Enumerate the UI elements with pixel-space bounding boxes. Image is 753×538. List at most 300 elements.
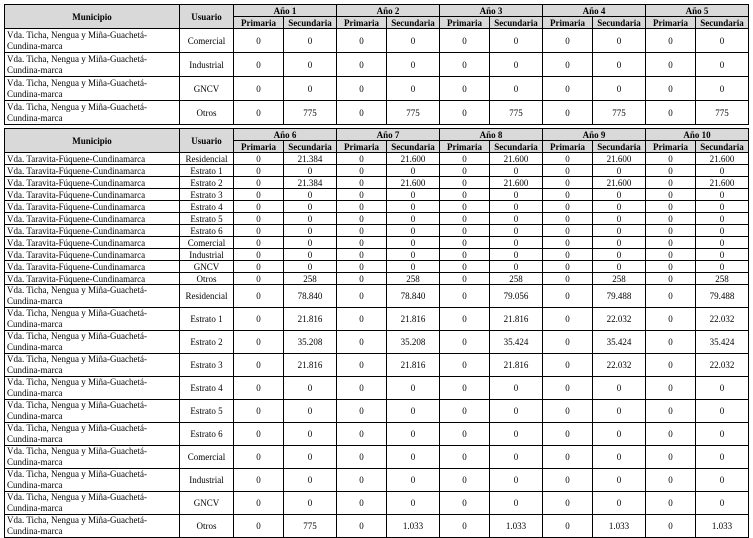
cell-primaria: 0 <box>337 165 387 177</box>
cell-secundaria: 0 <box>284 77 337 101</box>
cell-secundaria: 0 <box>696 249 749 261</box>
cell-secundaria: 0 <box>284 377 337 400</box>
cell-primaria: 0 <box>440 101 490 125</box>
table-row <box>5 400 749 423</box>
cell-primaria: 0 <box>337 308 387 331</box>
cell-primaria: 0 <box>337 492 387 515</box>
table-years-1-5 <box>4 4 749 125</box>
cell-primaria: 0 <box>440 153 490 165</box>
cell-secundaria: 0 <box>593 225 646 237</box>
cell-municipio: Vda. Taravita-Fúquene-Cundinamarca <box>5 153 180 165</box>
cell-secundaria: 0 <box>284 469 337 492</box>
cell-secundaria: 0 <box>490 29 543 53</box>
table-row <box>5 492 749 515</box>
cell-primaria: 0 <box>543 29 593 53</box>
cell-primaria: 0 <box>440 400 490 423</box>
cell-secundaria: 21.600 <box>593 177 646 189</box>
cell-secundaria: 0 <box>696 189 749 201</box>
cell-primaria: 0 <box>543 308 593 331</box>
cell-municipio: Vda. Taravita-Fúquene-Cundinamarca <box>5 261 180 273</box>
cell-primaria: 0 <box>543 285 593 308</box>
cell-primaria: 0 <box>234 354 284 377</box>
cell-secundaria: 35.208 <box>284 331 337 354</box>
cell-usuario: Estrato 1 <box>180 165 234 177</box>
cell-primaria: 0 <box>337 213 387 225</box>
table-row <box>5 77 749 101</box>
table-row <box>5 249 749 261</box>
table-row <box>5 515 749 538</box>
cell-usuario: Otros <box>180 101 234 125</box>
header-primaria: Primaria <box>646 141 696 153</box>
cell-secundaria: 0 <box>696 423 749 446</box>
cell-usuario: Industrial <box>180 249 234 261</box>
cell-secundaria: 0 <box>490 77 543 101</box>
cell-secundaria: 22.032 <box>696 308 749 331</box>
cell-usuario: Estrato 1 <box>180 308 234 331</box>
cell-primaria: 0 <box>440 165 490 177</box>
cell-municipio: Vda. Ticha, Nengua y Miña-Guachetá-Cundina-marca <box>5 469 180 492</box>
cell-primaria: 0 <box>646 354 696 377</box>
cell-secundaria: 35.424 <box>696 331 749 354</box>
cell-secundaria: 0 <box>696 77 749 101</box>
cell-secundaria: 258 <box>284 273 337 285</box>
cell-secundaria: 0 <box>490 492 543 515</box>
cell-primaria: 0 <box>440 469 490 492</box>
cell-primaria: 0 <box>337 377 387 400</box>
cell-primaria: 0 <box>543 515 593 538</box>
cell-primaria: 0 <box>543 101 593 125</box>
cell-secundaria: 21.600 <box>696 153 749 165</box>
cell-municipio: Vda. Ticha, Nengua y Miña-Guachetá-Cundina-marca <box>5 400 180 423</box>
cell-primaria: 0 <box>440 201 490 213</box>
cell-secundaria: 79.056 <box>490 285 543 308</box>
cell-secundaria: 1.033 <box>387 515 440 538</box>
cell-primaria: 0 <box>234 469 284 492</box>
cell-municipio: Vda. Ticha, Nengua y Miña-Guachetá-Cundina-marca <box>5 515 180 538</box>
header-year: Año 1 <box>234 5 337 17</box>
cell-municipio: Vda. Ticha, Nengua y Miña-Guachetá-Cundina-marca <box>5 446 180 469</box>
header-usuario: Usuario <box>180 5 234 29</box>
cell-secundaria: 0 <box>593 77 646 101</box>
table-years-6-10 <box>4 128 749 538</box>
cell-primaria: 0 <box>337 331 387 354</box>
cell-municipio: Vda. Taravita-Fúquene-Cundinamarca <box>5 237 180 249</box>
table-row <box>5 377 749 400</box>
cell-secundaria: 0 <box>387 377 440 400</box>
cell-primaria: 0 <box>337 29 387 53</box>
cell-primaria: 0 <box>234 201 284 213</box>
cell-primaria: 0 <box>543 201 593 213</box>
table-row <box>5 177 749 189</box>
cell-primaria: 0 <box>337 423 387 446</box>
header-year: Año 4 <box>543 5 646 17</box>
cell-primaria: 0 <box>646 29 696 53</box>
cell-secundaria: 0 <box>387 29 440 53</box>
cell-secundaria: 1.033 <box>490 515 543 538</box>
cell-primaria: 0 <box>543 77 593 101</box>
cell-secundaria: 0 <box>284 400 337 423</box>
cell-primaria: 0 <box>234 189 284 201</box>
cell-secundaria: 78.840 <box>387 285 440 308</box>
cell-secundaria: 0 <box>284 213 337 225</box>
cell-secundaria: 775 <box>593 101 646 125</box>
cell-primaria: 0 <box>440 77 490 101</box>
header-row-years <box>5 129 749 141</box>
cell-primaria: 0 <box>646 165 696 177</box>
cell-primaria: 0 <box>543 331 593 354</box>
cell-secundaria: 0 <box>593 189 646 201</box>
cell-primaria: 0 <box>234 29 284 53</box>
cell-secundaria: 0 <box>490 423 543 446</box>
cell-secundaria: 21.384 <box>284 177 337 189</box>
table-row <box>5 189 749 201</box>
cell-primaria: 0 <box>543 165 593 177</box>
cell-primaria: 0 <box>234 261 284 273</box>
cell-secundaria: 0 <box>387 446 440 469</box>
cell-secundaria: 775 <box>284 101 337 125</box>
cell-secundaria: 21.600 <box>387 177 440 189</box>
cell-primaria: 0 <box>646 377 696 400</box>
cell-municipio: Vda. Ticha, Nengua y Miña-Guachetá-Cundina-marca <box>5 331 180 354</box>
cell-secundaria: 21.816 <box>387 308 440 331</box>
cell-usuario: Comercial <box>180 446 234 469</box>
cell-usuario: Estrato 3 <box>180 189 234 201</box>
cell-secundaria: 0 <box>593 400 646 423</box>
cell-secundaria: 21.600 <box>490 153 543 165</box>
cell-primaria: 0 <box>337 249 387 261</box>
cell-secundaria: 0 <box>593 249 646 261</box>
cell-usuario: Estrato 5 <box>180 213 234 225</box>
cell-primaria: 0 <box>337 77 387 101</box>
cell-secundaria: 78.840 <box>284 285 337 308</box>
cell-secundaria: 775 <box>490 101 543 125</box>
cell-primaria: 0 <box>337 189 387 201</box>
header-year: Año 5 <box>646 5 749 17</box>
cell-secundaria: 775 <box>387 101 440 125</box>
cell-secundaria: 0 <box>387 492 440 515</box>
cell-usuario: Residencial <box>180 285 234 308</box>
cell-secundaria: 0 <box>490 377 543 400</box>
cell-secundaria: 21.600 <box>387 153 440 165</box>
cell-secundaria: 0 <box>284 249 337 261</box>
cell-primaria: 0 <box>646 249 696 261</box>
cell-secundaria: 0 <box>696 446 749 469</box>
cell-secundaria: 0 <box>696 29 749 53</box>
table-row <box>5 153 749 165</box>
cell-secundaria: 0 <box>490 213 543 225</box>
table-row <box>5 446 749 469</box>
cell-primaria: 0 <box>543 225 593 237</box>
cell-usuario: Estrato 6 <box>180 423 234 446</box>
header-secundaria: Secundaria <box>284 141 337 153</box>
table-row <box>5 225 749 237</box>
cell-secundaria: 0 <box>490 225 543 237</box>
cell-secundaria: 0 <box>696 165 749 177</box>
cell-secundaria: 22.032 <box>593 354 646 377</box>
cell-secundaria: 0 <box>593 213 646 225</box>
cell-municipio: Vda. Ticha, Nengua y Miña-Guachetá-Cundina-marca <box>5 308 180 331</box>
cell-secundaria: 0 <box>593 261 646 273</box>
cell-primaria: 0 <box>543 261 593 273</box>
cell-primaria: 0 <box>440 423 490 446</box>
table-row <box>5 423 749 446</box>
table-row <box>5 331 749 354</box>
cell-secundaria: 0 <box>696 400 749 423</box>
header-secundaria: Secundaria <box>696 17 749 29</box>
cell-municipio: Vda. Taravita-Fúquene-Cundinamarca <box>5 249 180 261</box>
cell-primaria: 0 <box>440 189 490 201</box>
cell-primaria: 0 <box>646 469 696 492</box>
header-row-years <box>5 5 749 17</box>
cell-primaria: 0 <box>440 53 490 77</box>
cell-primaria: 0 <box>440 237 490 249</box>
cell-primaria: 0 <box>440 377 490 400</box>
cell-primaria: 0 <box>440 273 490 285</box>
cell-secundaria: 0 <box>593 377 646 400</box>
table-row <box>5 201 749 213</box>
cell-usuario: Estrato 4 <box>180 201 234 213</box>
cell-primaria: 0 <box>646 331 696 354</box>
cell-primaria: 0 <box>234 273 284 285</box>
cell-primaria: 0 <box>646 101 696 125</box>
cell-primaria: 0 <box>646 77 696 101</box>
cell-primaria: 0 <box>646 308 696 331</box>
cell-secundaria: 0 <box>696 53 749 77</box>
cell-primaria: 0 <box>646 189 696 201</box>
cell-usuario: Estrato 5 <box>180 400 234 423</box>
header-primaria: Primaria <box>337 17 387 29</box>
header-municipio: Municipio <box>5 129 180 153</box>
cell-usuario: Industrial <box>180 469 234 492</box>
cell-primaria: 0 <box>234 237 284 249</box>
cell-secundaria: 21.816 <box>284 308 337 331</box>
table-row <box>5 165 749 177</box>
cell-primaria: 0 <box>234 423 284 446</box>
cell-secundaria: 775 <box>696 101 749 125</box>
cell-secundaria: 0 <box>284 165 337 177</box>
table-row <box>5 237 749 249</box>
cell-primaria: 0 <box>234 285 284 308</box>
cell-primaria: 0 <box>337 285 387 308</box>
cell-secundaria: 0 <box>593 423 646 446</box>
header-primaria: Primaria <box>543 17 593 29</box>
header-year: Año 8 <box>440 129 543 141</box>
cell-primaria: 0 <box>440 249 490 261</box>
cell-primaria: 0 <box>234 213 284 225</box>
cell-primaria: 0 <box>234 165 284 177</box>
header-year: Año 10 <box>646 129 749 141</box>
cell-secundaria: 35.424 <box>490 331 543 354</box>
cell-primaria: 0 <box>646 446 696 469</box>
cell-municipio: Vda. Taravita-Fúquene-Cundinamarca <box>5 177 180 189</box>
cell-secundaria: 0 <box>387 469 440 492</box>
cell-secundaria: 0 <box>387 225 440 237</box>
cell-secundaria: 0 <box>284 53 337 77</box>
cell-primaria: 0 <box>440 331 490 354</box>
cell-primaria: 0 <box>543 237 593 249</box>
cell-primaria: 0 <box>234 308 284 331</box>
cell-primaria: 0 <box>234 153 284 165</box>
table-row <box>5 273 749 285</box>
cell-municipio: Vda. Ticha, Nengua y Miña-Guachetá-Cundina-marca <box>5 29 180 53</box>
cell-primaria: 0 <box>646 400 696 423</box>
table-row <box>5 101 749 125</box>
cell-secundaria: 21.816 <box>490 308 543 331</box>
cell-primaria: 0 <box>646 153 696 165</box>
cell-municipio: Vda. Taravita-Fúquene-Cundinamarca <box>5 201 180 213</box>
cell-usuario: Residencial <box>180 153 234 165</box>
cell-usuario: GNCV <box>180 261 234 273</box>
cell-secundaria: 0 <box>696 492 749 515</box>
cell-secundaria: 0 <box>696 261 749 273</box>
cell-usuario: Comercial <box>180 237 234 249</box>
cell-primaria: 0 <box>646 53 696 77</box>
cell-primaria: 0 <box>440 29 490 53</box>
cell-secundaria: 0 <box>284 201 337 213</box>
cell-municipio: Vda. Ticha, Nengua y Miña-Guachetá-Cundina-marca <box>5 423 180 446</box>
header-year: Año 7 <box>337 129 440 141</box>
cell-secundaria: 258 <box>593 273 646 285</box>
cell-primaria: 0 <box>234 515 284 538</box>
cell-usuario: Estrato 4 <box>180 377 234 400</box>
cell-secundaria: 35.208 <box>387 331 440 354</box>
cell-secundaria: 0 <box>284 423 337 446</box>
header-secundaria: Secundaria <box>284 17 337 29</box>
cell-secundaria: 0 <box>284 237 337 249</box>
header-primaria: Primaria <box>440 17 490 29</box>
header-secundaria: Secundaria <box>387 141 440 153</box>
cell-secundaria: 0 <box>387 165 440 177</box>
cell-secundaria: 0 <box>696 201 749 213</box>
header-year: Año 2 <box>337 5 440 17</box>
cell-primaria: 0 <box>234 177 284 189</box>
cell-usuario: Otros <box>180 515 234 538</box>
cell-primaria: 0 <box>234 77 284 101</box>
cell-secundaria: 0 <box>593 201 646 213</box>
cell-usuario: Estrato 2 <box>180 177 234 189</box>
cell-primaria: 0 <box>646 273 696 285</box>
header-primaria: Primaria <box>440 141 490 153</box>
cell-primaria: 0 <box>543 153 593 165</box>
cell-secundaria: 258 <box>490 273 543 285</box>
header-primaria: Primaria <box>234 17 284 29</box>
cell-municipio: Vda. Taravita-Fúquene-Cundinamarca <box>5 189 180 201</box>
cell-secundaria: 0 <box>387 77 440 101</box>
cell-secundaria: 0 <box>490 249 543 261</box>
cell-secundaria: 0 <box>490 189 543 201</box>
cell-secundaria: 0 <box>696 377 749 400</box>
cell-primaria: 0 <box>646 225 696 237</box>
cell-secundaria: 0 <box>696 469 749 492</box>
cell-secundaria: 0 <box>490 237 543 249</box>
cell-primaria: 0 <box>234 446 284 469</box>
cell-primaria: 0 <box>543 249 593 261</box>
header-secundaria: Secundaria <box>696 141 749 153</box>
cell-secundaria: 0 <box>593 446 646 469</box>
cell-primaria: 0 <box>440 285 490 308</box>
cell-secundaria: 79.488 <box>696 285 749 308</box>
cell-secundaria: 0 <box>284 446 337 469</box>
cell-secundaria: 21.816 <box>490 354 543 377</box>
cell-primaria: 0 <box>234 225 284 237</box>
cell-primaria: 0 <box>337 261 387 273</box>
cell-usuario: GNCV <box>180 492 234 515</box>
cell-secundaria: 0 <box>387 189 440 201</box>
cell-primaria: 0 <box>337 469 387 492</box>
cell-primaria: 0 <box>337 354 387 377</box>
cell-secundaria: 0 <box>490 165 543 177</box>
cell-secundaria: 0 <box>593 53 646 77</box>
cell-usuario: Industrial <box>180 53 234 77</box>
cell-primaria: 0 <box>440 225 490 237</box>
cell-secundaria: 0 <box>284 189 337 201</box>
cell-secundaria: 0 <box>387 249 440 261</box>
cell-primaria: 0 <box>337 153 387 165</box>
cell-primaria: 0 <box>646 177 696 189</box>
cell-usuario: Estrato 6 <box>180 225 234 237</box>
cell-primaria: 0 <box>337 446 387 469</box>
table-row <box>5 213 749 225</box>
cell-primaria: 0 <box>543 273 593 285</box>
cell-secundaria: 21.600 <box>696 177 749 189</box>
cell-secundaria: 0 <box>593 469 646 492</box>
cell-primaria: 0 <box>337 400 387 423</box>
cell-primaria: 0 <box>646 201 696 213</box>
cell-secundaria: 1.033 <box>696 515 749 538</box>
cell-secundaria: 22.032 <box>696 354 749 377</box>
cell-secundaria: 0 <box>490 400 543 423</box>
table-row <box>5 285 749 308</box>
cell-secundaria: 775 <box>284 515 337 538</box>
cell-secundaria: 0 <box>593 165 646 177</box>
cell-secundaria: 0 <box>696 213 749 225</box>
cell-primaria: 0 <box>234 249 284 261</box>
table-row <box>5 261 749 273</box>
header-year: Año 6 <box>234 129 337 141</box>
cell-secundaria: 0 <box>593 492 646 515</box>
cell-secundaria: 0 <box>284 225 337 237</box>
cell-primaria: 0 <box>440 492 490 515</box>
cell-primaria: 0 <box>337 53 387 77</box>
cell-primaria: 0 <box>337 515 387 538</box>
cell-primaria: 0 <box>337 225 387 237</box>
cell-usuario: Comercial <box>180 29 234 53</box>
cell-municipio: Vda. Ticha, Nengua y Miña-Guachetá-Cundina-marca <box>5 377 180 400</box>
cell-secundaria: 0 <box>387 201 440 213</box>
cell-usuario: GNCV <box>180 77 234 101</box>
table-row <box>5 29 749 53</box>
cell-secundaria: 0 <box>490 53 543 77</box>
cell-primaria: 0 <box>646 261 696 273</box>
header-primaria: Primaria <box>234 141 284 153</box>
cell-municipio: Vda. Ticha, Nengua y Miña-Guachetá-Cundina-marca <box>5 285 180 308</box>
cell-primaria: 0 <box>440 177 490 189</box>
cell-municipio: Vda. Taravita-Fúquene-Cundinamarca <box>5 165 180 177</box>
cell-primaria: 0 <box>234 492 284 515</box>
cell-primaria: 0 <box>543 423 593 446</box>
cell-primaria: 0 <box>337 273 387 285</box>
cell-secundaria: 1.033 <box>593 515 646 538</box>
cell-primaria: 0 <box>337 201 387 213</box>
cell-secundaria: 21.384 <box>284 153 337 165</box>
cell-primaria: 0 <box>646 213 696 225</box>
cell-primaria: 0 <box>337 101 387 125</box>
header-secundaria: Secundaria <box>490 141 543 153</box>
cell-secundaria: 0 <box>387 400 440 423</box>
cell-primaria: 0 <box>234 377 284 400</box>
cell-secundaria: 0 <box>387 261 440 273</box>
header-year: Año 9 <box>543 129 646 141</box>
